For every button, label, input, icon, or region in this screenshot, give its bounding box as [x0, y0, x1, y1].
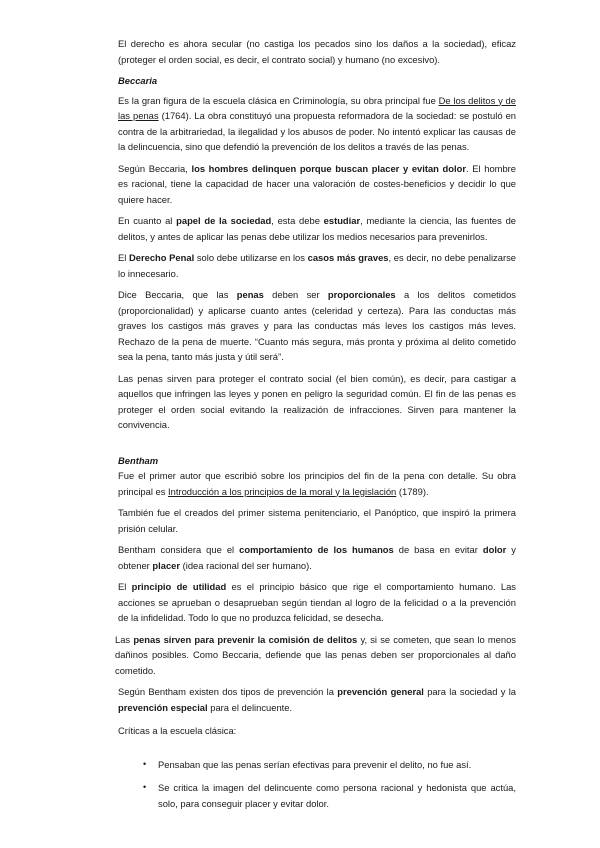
text: y, si se cometen, que sean lo menos dañinos posibles. Como Beccaria, defiende que las penas deben ser proporcionales al daño cometido. — [115, 633, 516, 676]
beccaria-paragraph-4 — [118, 250, 516, 281]
bold-text: prevención general — [337, 686, 424, 697]
bold-text: dolor — [482, 544, 507, 555]
bold-text: Derecho Penal — [129, 252, 195, 263]
bold-text: proporcionales — [327, 289, 396, 300]
text: para el delincuente. — [207, 701, 293, 713]
text: Dice Beccaria, que las — [118, 289, 237, 300]
beccaria-paragraph-5 — [118, 287, 516, 365]
bentham-paragraph-6 — [118, 684, 516, 715]
text: El — [118, 581, 132, 592]
list-item — [118, 757, 516, 773]
bentham-paragraph-2: También fue el creados del primer sistema penitenciario, el Panóptico, que inspiró la primera prisión celular. — [118, 507, 516, 534]
bold-text: papel de la sociedad — [176, 215, 272, 226]
intro-paragraph: El derecho es ahora secular (no castiga los pecados sino los daños a la sociedad), eficaz (proteger el orden social, es decir, el contrato social) y humano (no excesivo). — [118, 38, 516, 65]
text: Es la gran figura de la escuela clásica en Criminología, su obra principal fue — [118, 94, 439, 106]
book-title-link[interactable]: De los delitos y de las penas — [118, 94, 516, 121]
text: Las — [115, 633, 134, 645]
list-item — [118, 780, 516, 811]
text: solo debe utilizarse en los — [194, 252, 308, 263]
list-item-text: Se critica la imagen del delincuente como persona racional y hedonista que actúa, solo, para conseguir placer y evitar dolor. — [158, 782, 516, 809]
list-item-text: Pensaban que las penas serían efectivas para prevenir el delito, no fue así. — [158, 758, 472, 770]
text: de basa en evitar — [393, 544, 483, 555]
text: a los delitos cometidos (proporcionalidad) y aplicarse cuanto antes (celeridad y certeza). Para las conductas más graves los castigos más graves y para las conductas más leves los castigos más leves. Rechazo de la pena de muerte. “Cuanto más segura, más pronta y próxima al delito cometido sea la pena, tanto más justa y útil será”. — [118, 289, 516, 362]
text: El — [118, 252, 129, 263]
bentham-heading: Bentham — [118, 454, 159, 466]
beccaria-heading: Beccaria — [118, 75, 158, 86]
criticas-list — [118, 757, 516, 812]
text: , mediante la ciencia, las fuentes de delitos, y antes de aplicar las penas debe utilizar los medios necesarios para prevenirlos. — [118, 215, 516, 242]
bold-text: estudiar — [323, 215, 361, 226]
text: Según Bentham existen dos tipos de prevención la — [118, 686, 338, 697]
bold-text: casos más graves — [307, 252, 389, 263]
bentham-paragraph-1 — [118, 468, 516, 499]
text: para la sociedad y la — [423, 686, 516, 697]
text: Bentham considera que el — [118, 544, 240, 555]
bullet-icon: • — [143, 758, 147, 769]
book-title-link[interactable]: Introducción a los principios de la moral y la legislación — [168, 485, 397, 497]
section-spacer — [118, 439, 516, 453]
bold-text: los hombres delinquen porque buscan placer y evitan dolor — [191, 162, 466, 174]
beccaria-paragraph-1 — [118, 93, 516, 155]
bold-text: prevención especial — [118, 701, 208, 713]
bold-text: placer — [152, 559, 181, 571]
bentham-paragraph-5 — [115, 632, 516, 679]
text: (1789). — [396, 485, 429, 497]
beccaria-paragraph-3 — [118, 213, 516, 244]
document-page — [115, 36, 517, 819]
bold-text: comportamiento de los humanos — [239, 544, 394, 555]
bold-text: principio de utilidad — [131, 581, 227, 592]
text: . El hombre es racional, tiene la capacidad de hacer una valoración de costes-beneficios y decidir lo que quiere hacer. — [118, 162, 517, 205]
text: (idea racional del ser humano). — [180, 559, 312, 571]
text: En cuanto al — [118, 215, 177, 226]
bold-text: penas — [236, 289, 264, 300]
text: deben ser — [263, 289, 328, 300]
criticas-heading: Críticas a la escuela clásica: — [118, 725, 237, 736]
bullet-icon: • — [143, 782, 147, 792]
text: es el principio básico que rige el comportamiento humano. Las acciones se aprueban o desaprueban según tiendan al logro de la felicidad o a la prevención de la infidelidad. Todo lo que no produzca felicidad, se desecha. — [118, 581, 516, 623]
text: , esta debe — [271, 215, 324, 226]
text: y obtener — [118, 544, 516, 571]
bentham-paragraph-4 — [118, 579, 516, 626]
text: Según Beccaria, — [118, 162, 192, 174]
text: Fue el primer autor que escribió sobre los principios del fin de la pena con detalle. Su obra principal es — [118, 470, 516, 497]
text: (1764). La obra constituyó una propuesta reformadora de la sociedad: se postuló en contra de la arbitrariedad, la ilegalidad y los abusos de poder. No intentó explicar las causas de la delincuencia, sino que defendió la prevención de los delitos a través de las penas. — [118, 110, 516, 152]
text: , es decir, no debe penalizarse lo innecesario. — [118, 252, 516, 279]
beccaria-paragraph-6: Las penas sirven para proteger el contrato social (el bien común), es decir, para castigar a aquellos que infringen las leyes y ponen en peligro la seguridad común. El fin de las penas es proteger el orden social evitando la realización de infracciones. Sirven para mantener la convivencia. — [118, 372, 516, 430]
bold-text: penas sirven para prevenir la comisión de delitos — [133, 633, 358, 645]
beccaria-paragraph-2 — [118, 161, 516, 208]
bentham-paragraph-3 — [118, 542, 516, 573]
